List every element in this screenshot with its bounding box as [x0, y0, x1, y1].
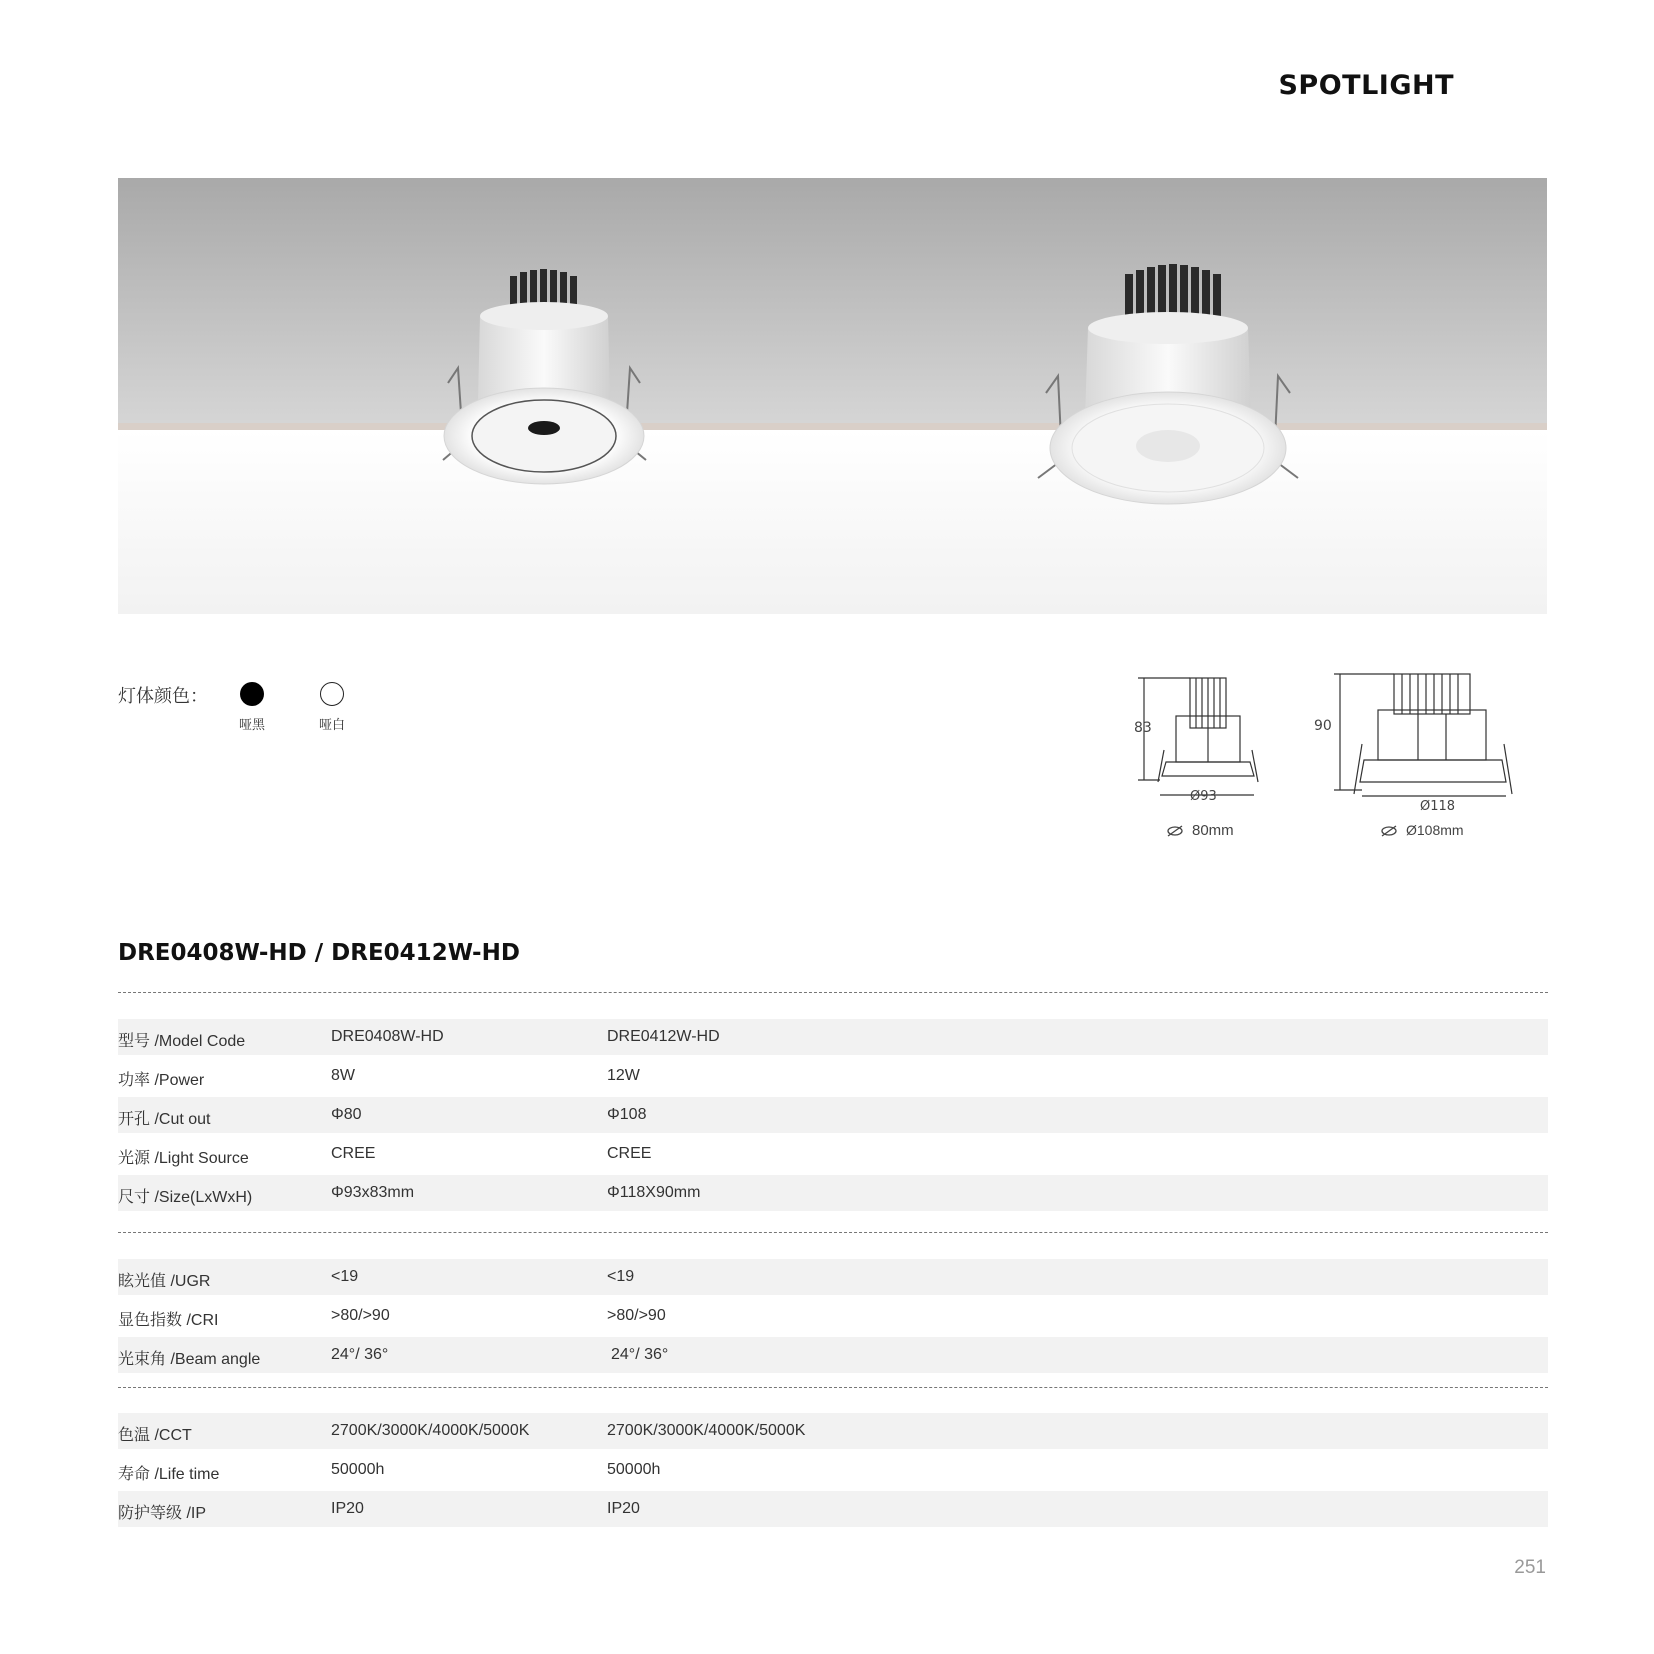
drawing-small-height: 83 [1134, 720, 1152, 736]
spec-row-power [118, 1058, 1548, 1094]
spec-label: 功率 /Power [118, 1072, 205, 1089]
spec-label: 眩光值 /UGR [118, 1273, 211, 1290]
spec-label: 光束角 /Beam angle [118, 1351, 261, 1368]
product-photo [118, 178, 1547, 614]
spec-value-a: IP20 [331, 1500, 364, 1517]
spec-row-ugr [118, 1259, 1548, 1295]
spec-value-b: 12W [607, 1067, 640, 1084]
black-swatch-label: 哑黑 [238, 717, 265, 732]
spec-value-a: 24°/ 36° [331, 1346, 389, 1363]
page-header-title: SPOTLIGHT [1278, 70, 1454, 101]
spec-value-a: >80/>90 [331, 1307, 390, 1324]
spec-row-cri [118, 1298, 1548, 1334]
spec-value-b: CREE [607, 1145, 652, 1162]
spec-label: 显色指数 /CRI [118, 1312, 219, 1329]
white-swatch[interactable] [320, 682, 344, 706]
spec-value-b: 50000h [607, 1461, 661, 1478]
spec-row-cutout [118, 1097, 1548, 1133]
spec-row-ip [118, 1491, 1548, 1527]
drawing-small-diameter: Ø93 [1190, 789, 1217, 804]
spec-label: 防护等级 /IP [118, 1505, 207, 1522]
spec-value-b: 24°/ 36° [611, 1346, 669, 1363]
drawing-large-height: 90 [1314, 718, 1332, 734]
cutout-small-value: 80mm [1192, 822, 1234, 839]
spec-value-a: CREE [331, 1145, 376, 1162]
spec-value-b: <19 [607, 1268, 635, 1285]
cutout-large-value: Ø108mm [1406, 822, 1464, 838]
spec-row-size [118, 1175, 1548, 1211]
cutout-note-small [1166, 822, 1234, 839]
spec-value-b: DRE0412W-HD [607, 1028, 720, 1045]
spec-value-b: Φ118X90mm [607, 1184, 701, 1201]
white-swatch-label: 哑白 [318, 717, 345, 732]
cutout-note-large [1380, 822, 1464, 838]
drawing-large [1334, 674, 1512, 796]
divider [118, 1232, 1548, 1233]
spec-label: 光源 /Light Source [118, 1150, 249, 1167]
divider [118, 1387, 1548, 1388]
spec-value-b: IP20 [607, 1500, 640, 1517]
spec-value-a: 2700K/3000K/4000K/5000K [331, 1422, 530, 1439]
cutout-icon [1380, 825, 1398, 837]
finish-label: 灯体颜色： [118, 686, 208, 706]
spec-value-b: 2700K/3000K/4000K/5000K [607, 1422, 806, 1439]
page-number: 251 [1514, 1557, 1546, 1578]
spec-value-a: <19 [331, 1268, 359, 1285]
spec-value-b: >80/>90 [607, 1307, 666, 1324]
spec-value-a: Φ93x83mm [331, 1184, 415, 1201]
spec-row-beam-angle [118, 1337, 1548, 1373]
spec-label: 型号 /Model Code [118, 1033, 246, 1050]
model-title: DRE0408W-HD / DRE0412W-HD [118, 940, 520, 966]
spec-value-a: 50000h [331, 1461, 385, 1478]
spec-label: 开孔 /Cut out [118, 1111, 211, 1128]
spec-label: 尺寸 /Size(LxWxH) [118, 1189, 253, 1206]
divider [118, 992, 1548, 993]
spec-row-light-source [118, 1136, 1548, 1172]
spec-value-a: 8W [331, 1067, 355, 1084]
black-swatch[interactable] [240, 682, 264, 706]
spec-group-basic [118, 1019, 1548, 1214]
spec-value-b: Φ108 [607, 1106, 647, 1123]
spec-label: 寿命 /Life time [118, 1466, 220, 1483]
spec-value-a: DRE0408W-HD [331, 1028, 444, 1045]
spec-value-a: Φ80 [331, 1106, 362, 1123]
spec-row-model [118, 1019, 1548, 1055]
spec-row-cct [118, 1413, 1548, 1449]
spec-group-optical [118, 1259, 1548, 1376]
drawing-large-diameter: Ø118 [1420, 799, 1456, 814]
spec-group-other [118, 1413, 1548, 1530]
spec-label: 色温 /CCT [118, 1427, 192, 1444]
drawing-small [1138, 678, 1258, 795]
cutout-icon [1166, 825, 1184, 837]
spec-row-life-time [118, 1452, 1548, 1488]
